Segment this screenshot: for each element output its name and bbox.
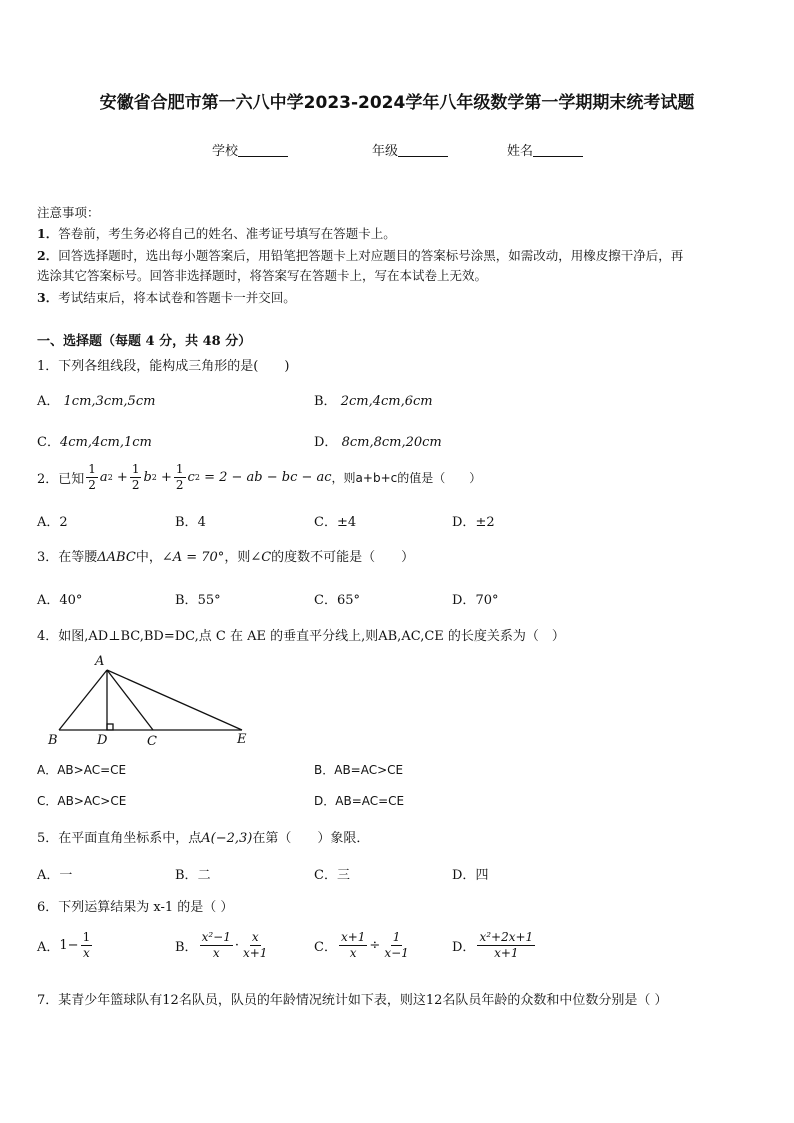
q2-frac-a: $\frac{1}{2}$	[88, 462, 96, 492]
line-ab	[59, 670, 107, 730]
notice-item-2: 2．回答选择题时，选出每小题答案后，用铅笔把答题卡上对应题目的答案标号涂黑，如需改动，用橡皮擦干净后，再	[37, 248, 684, 263]
grade-blank	[398, 144, 448, 157]
line-ac	[107, 670, 153, 730]
name-label: 姓名	[507, 144, 534, 159]
q5-point: A(−2,3)	[201, 831, 253, 846]
q6-option-c: C． $\frac{x+1}{x}$ ÷ $\frac{1}{x-1}$	[314, 930, 409, 960]
name-blank	[533, 144, 583, 157]
q1-option-b: B． 2cm,4cm,6cm	[314, 394, 433, 409]
notice-item-3: 3．考试结束后，将本试卷和答题卡一并交回。	[37, 290, 296, 305]
q2-option-d: D．±2	[452, 515, 495, 530]
q5-option-b: B．二	[175, 868, 211, 883]
question-2-stem: 2．已知 $\frac{1}{2}$ a 2 + $\frac{1}{2}$ b 2 + $\frac{1}{2}$ c 2 = 2 − ab − bc − ac ，则a+b+c的值是（ ）	[37, 462, 482, 492]
notice-heading: 注意事项：	[37, 205, 100, 220]
q6-option-d: D． $\frac{\text{x²+2x+1}}{x+1}$	[452, 930, 534, 960]
name-field	[507, 140, 583, 159]
label-c: C	[147, 734, 157, 749]
question-7-stem: 7．某青少年篮球队有12名队员，队员的年龄情况统计如下表，则这12名队员年龄的众数和中位数分别是（ ）	[37, 993, 668, 1008]
q2-frac-c: $\frac{1}{2}$	[175, 462, 184, 492]
q2-frac-b: $\frac{1}{2}$	[131, 462, 140, 492]
notice-item-2-cont: 选涂其它答案标号。回答非选择题时，将答案写在答题卡上，写在本试卷上无效。	[37, 268, 488, 283]
section-heading: 一、选择题（每题 4 分，共 48 分）	[37, 334, 252, 349]
q2-option-b: B．4	[175, 515, 206, 530]
q5-option-d: D．四	[452, 868, 489, 883]
q5-option-a: A．一	[37, 868, 73, 883]
label-b: B	[48, 733, 58, 748]
q4-option-b: B．AB=AC>CE	[314, 763, 404, 777]
q4-option-d: D．AB=AC=CE	[314, 794, 405, 808]
q6-option-a: A． 1− $\frac{1}{x}$	[37, 930, 91, 960]
q6-option-b: B． $\frac{\text{x²−1}}{x}$ · $\frac{x}{x+1}$	[175, 930, 268, 960]
question-1-stem: 1．下列各组线段，能构成三角形的是( )	[37, 359, 290, 374]
grade-label: 年级	[372, 144, 399, 159]
q4-triangle-figure	[40, 652, 265, 752]
label-e: E	[237, 732, 247, 747]
school-blank	[238, 144, 288, 157]
page-title: 安徽省合肥市第一六八中学2023-2024学年八年级数学第一学期期末统考试题	[99, 93, 695, 113]
school-field	[212, 140, 288, 159]
question-5-stem: 5．在平面直角坐标系中，点A(−2,3)在第（ ）象限．	[37, 831, 370, 846]
label-a: A	[95, 654, 105, 669]
question-4-stem: 4．如图,AD⊥BC,BD=DC,点 C 在 AE 的垂直平分线上,则AB,AC,CE 的长度关系为（ ）	[37, 629, 565, 644]
q5-option-c: C．三	[314, 868, 350, 883]
q3-option-c: C．65°	[314, 593, 360, 608]
q3-option-a: A．40°	[37, 593, 83, 608]
grade-field	[372, 140, 448, 159]
q2-option-c: C．±4	[314, 515, 357, 530]
q3-option-b: B．55°	[175, 593, 221, 608]
label-d: D	[97, 733, 108, 748]
q4-option-c: C．AB>AC>CE	[37, 794, 127, 808]
question-3-stem: 3．在等腰ΔABC中，∠A = 70°，则∠C的度数不可能是（ ）	[37, 550, 415, 565]
q1-option-a: A． 1cm,3cm,5cm	[37, 394, 156, 409]
q1-option-c: C．4cm,4cm,1cm	[37, 435, 152, 450]
q1-option-d: D． 8cm,8cm,20cm	[314, 435, 442, 450]
right-angle-mark	[107, 724, 113, 730]
notice-item-1: 1．答卷前，考生务必将自己的姓名、准考证号填写在答题卡上。	[37, 226, 396, 241]
q4-option-a: A．AB>AC=CE	[37, 763, 127, 777]
question-6-stem: 6．下列运算结果为 x-1 的是（ ）	[37, 900, 234, 915]
line-ae	[107, 670, 242, 730]
school-label: 学校	[212, 144, 239, 159]
q3-option-d: D．70°	[452, 593, 499, 608]
q2-option-a: A．2	[37, 515, 68, 530]
q2-equation-rhs: = 2 − ab − bc − ac	[204, 470, 332, 485]
